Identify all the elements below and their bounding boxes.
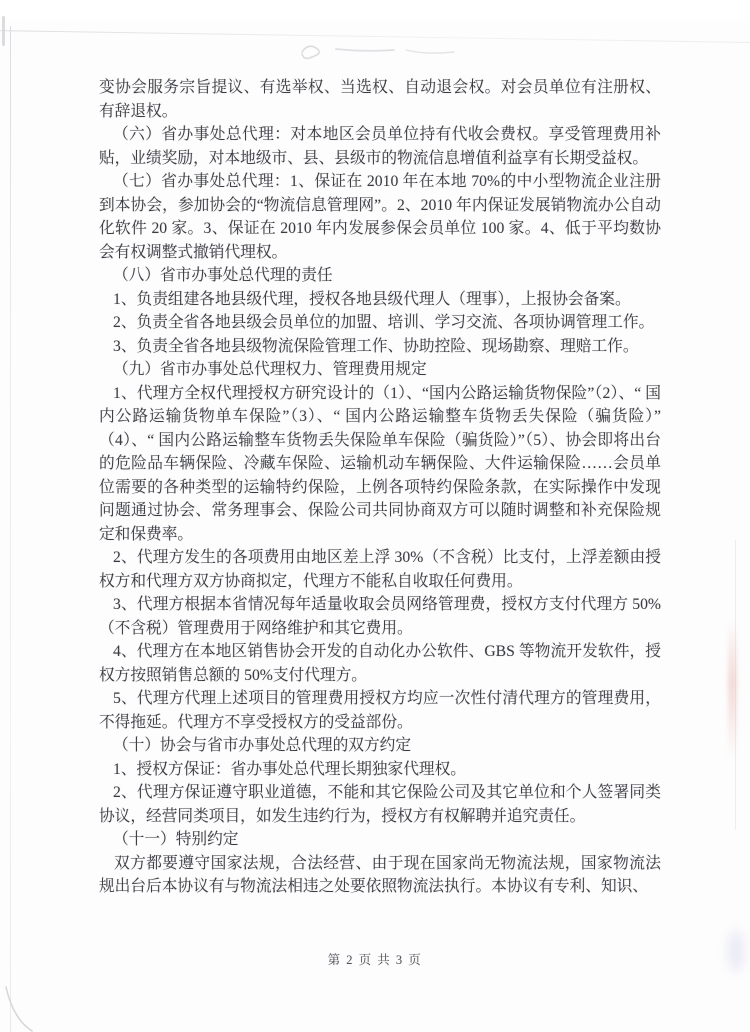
- pencil-smudge-mark: [288, 34, 473, 66]
- paper-edge-left-line: [10, 26, 11, 1032]
- list-item: 1、代理方全权代理授权方研究设计的（1）、“国内公路运输货物保险”（2）、“ 国内公路运输货物单车保险”（3）、“ 国内公路运输整车货物丢失保险（骗货险）” （4）、“ 国内公路运输整车货物丢失保险单车保险（骗货险）”（5）、协会即将出台的危险品车辆保险、冷藏车保险、运输机动车辆保险、大件运输保险……会员单位需要的各种类型的运输特约保险，上例各项特约保险条款，在实际操作中发现问题通过协会、常务理事会、保险公司共同协商双方可以随时调整和补充保险规定和保费率。: [99, 384, 677, 543]
- section-heading: （八）省市办事处总代理的责任: [113, 267, 333, 284]
- list-item: 2、代理方保证遵守职业道德，不能和其它保险公司及其它单位和个人签署同类协议，经营同类项目，如发生违约行为，授权方有权解聘并追究责任。: [99, 784, 661, 825]
- list-item: 1、负责组建各地县级代理，授权各地县级代理人（理事），上报协会备案。: [113, 290, 631, 308]
- list-item: 2、负责全省各地县级会员单位的加盟、培训、学习交流、各项协调管理工作。: [113, 314, 655, 331]
- paragraph: 变协会服务宗旨提议、有选举权、当选权、自动退会权。对会员单位有注册权、有辞退权。: [99, 79, 661, 120]
- paragraph: 双方都要遵守国家法规，合法经营、由于现在国家尚无物流法规，国家物流法规出台后本协议有与物流法相违之处要依照物流法执行。本协议有专利、知识、: [99, 854, 661, 895]
- section-heading: （十）协会与省市办事处总代理的双方约定: [113, 737, 412, 754]
- section-heading: （十一）特别约定: [113, 831, 239, 848]
- list-item: 5、代理方代理上述项目的管理费用授权方均应一次性付清代理方的管理费用，不得拖延。代理方不享受授权方的受益部份。: [99, 690, 661, 731]
- page-number-footer: 第 2 页 共 3 页: [327, 953, 423, 967]
- list-item: 3、负责全省各地县级物流保险管理工作、协助控险、现场勘察、理赔工作。: [113, 337, 639, 355]
- list-item: 4、代理方在本地区销售协会开发的自动化办公软件、GBS 等物流开发软件，授权方按照销售总额的 50%支付代理方。: [99, 643, 661, 684]
- list-item: 1、授权方保证：省办事处总代理长期独家代理权。: [113, 760, 466, 778]
- scan-artifact-pink-smear: [728, 620, 737, 760]
- list-item: 3、代理方根据本省情况每年适量收取会员网络管理费，授权方支付代理方 50%（不含税）管理费用于网络维护和其它费用。: [99, 596, 661, 637]
- scan-edge-tick: [2, 16, 5, 46]
- document-body: [99, 76, 677, 899]
- paragraph: （六）省办事处总代理：对本地区会员单位持有代收会费权。享受管理费用补贴，业绩奖励，对本地级市、县、县级市的物流信息增值利益享有长期受益权。: [99, 126, 661, 167]
- paper-corner-fold-line: [0, 985, 40, 1032]
- list-item: 2、代理方发生的各项费用由地区差上浮 30%（不含税）比支付，上浮差额由授权方和代理方双方协商拟定，代理方不能私自收取任何费用。: [99, 549, 661, 590]
- paragraph: （七）省办事处总代理：1、保证在 2010 年在本地 70%的中小型物流企业注册到本协会，参加协会的“物流信息管理网”。2、2010 年内保证发展销物流办公自动化软件 20 家。3、保证在 2010 年内发展参保会员单位 100 家。4、低于平均数协会有权调整式撤销代理权。: [99, 173, 661, 261]
- paper-edge-highlight: [0, 0, 750, 26]
- section-heading: （九）省市办事处总代理权力、管理费用规定: [113, 361, 427, 378]
